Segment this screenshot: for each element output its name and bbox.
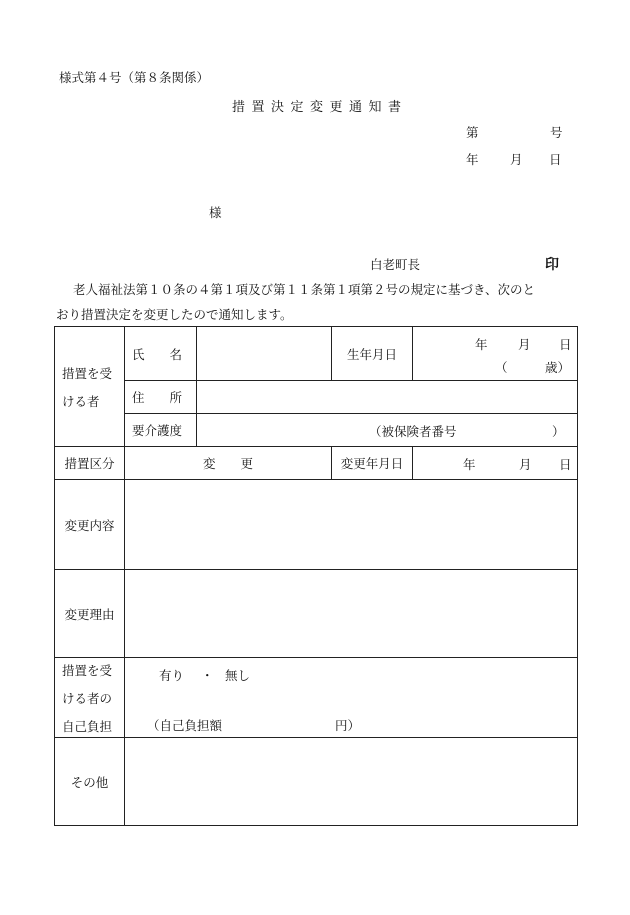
other-label: その他 <box>55 738 125 826</box>
care-level-field[interactable] <box>197 414 578 447</box>
birth-year-label: 年 <box>475 336 488 352</box>
notice-form-table <box>54 326 578 826</box>
birth-label: 生年月日 <box>332 327 413 381</box>
birth-field[interactable] <box>413 327 578 381</box>
burden-no-option[interactable]: 無し <box>225 667 251 683</box>
form-number: 様式第４号（第８条関係） <box>59 70 210 85</box>
birth-month-label: 月 <box>518 336 531 352</box>
table-row <box>55 414 578 447</box>
issuer-name: 白老町長 <box>370 257 421 272</box>
table-row <box>55 447 578 480</box>
change-reason-label: 変更理由 <box>55 570 125 658</box>
table-row <box>55 658 578 738</box>
table-row <box>55 381 578 414</box>
burden-label-line-1: 措置を受 <box>62 662 113 678</box>
change-month-label: 月 <box>519 457 532 472</box>
body-text-line-2: おり措置決定を変更したので通知します。 <box>56 307 293 322</box>
burden-label-cell <box>55 658 125 738</box>
care-level-label: 要介護度 <box>125 414 197 447</box>
change-year-label: 年 <box>463 457 476 472</box>
date-day-label: 日 <box>549 152 562 167</box>
burden-label-line-2: ける者の <box>62 690 113 706</box>
birth-day-label: 日 <box>559 336 572 352</box>
address-field[interactable] <box>197 381 578 414</box>
change-reason-field[interactable] <box>125 570 578 658</box>
table-row <box>55 480 578 570</box>
recipient-suffix: 様 <box>209 205 222 220</box>
date-month-label: 月 <box>510 152 523 167</box>
table-row <box>55 327 578 381</box>
table-row <box>55 738 578 826</box>
change-content-field[interactable] <box>125 480 578 570</box>
name-label: 氏 名 <box>125 327 197 381</box>
document-title: 措置決定変更通知書 <box>232 100 408 115</box>
burden-label-line-3: 自己負担 <box>62 718 113 734</box>
person-label-cell <box>55 327 125 447</box>
number-label-prefix: 第 <box>466 125 479 140</box>
number-label-suffix: 号 <box>550 125 563 140</box>
insured-number-open: （被保険者番号 <box>369 424 457 439</box>
burden-yes-option[interactable]: 有り <box>159 667 185 683</box>
change-date-field[interactable] <box>413 447 578 480</box>
insured-number-close: ） <box>552 424 565 439</box>
burden-separator: ・ <box>201 667 214 683</box>
category-label: 措置区分 <box>55 447 125 480</box>
date-year-label: 年 <box>466 152 479 167</box>
burden-amount-close: 円） <box>335 717 361 733</box>
person-label-line-2: ける者 <box>62 393 100 409</box>
change-day-label: 日 <box>559 457 572 472</box>
person-label-line-1: 措置を受 <box>62 365 113 381</box>
burden-field[interactable] <box>125 658 578 738</box>
age-close: 歳） <box>545 359 571 375</box>
seal-mark: 印 <box>545 257 559 273</box>
table-row <box>55 570 578 658</box>
change-date-label: 変更年月日 <box>332 447 413 480</box>
other-field[interactable] <box>125 738 578 826</box>
address-label: 住 所 <box>125 381 197 414</box>
body-text-line-1: 老人福祉法第１０条の４第１項及び第１１条第１項第２号の規定に基づき、次のと <box>73 282 536 297</box>
name-field[interactable] <box>197 327 332 381</box>
age-open: （ <box>495 359 508 375</box>
category-value: 変 更 <box>125 447 332 480</box>
change-content-label: 変更内容 <box>55 480 125 570</box>
burden-amount-open: （自己負担額 <box>147 717 223 733</box>
